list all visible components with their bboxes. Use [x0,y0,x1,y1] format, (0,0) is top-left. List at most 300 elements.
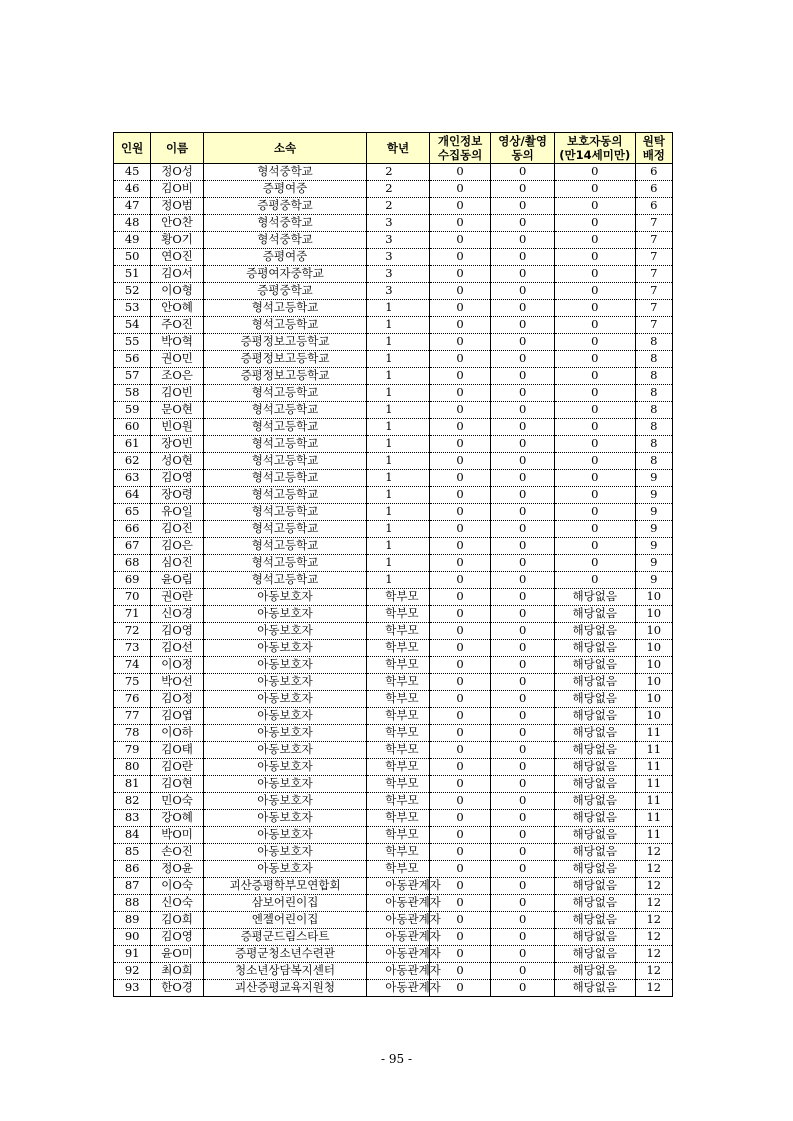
table-assignment-cell: 7 [635,249,672,266]
grade-cell: 1 [367,402,430,419]
guardian-consent-cell: 0 [554,538,635,555]
guardian-consent-cell: 0 [554,215,635,232]
video-consent-cell: 0 [491,538,555,555]
privacy-consent-cell: 0 [429,232,491,249]
guardian-consent-cell: 0 [554,419,635,436]
table-assignment-cell: 8 [635,436,672,453]
header-cell: 소속 [203,133,366,164]
table-row [114,402,673,419]
participant-table [113,132,673,997]
privacy-consent-cell: 0 [429,181,491,198]
name-cell: 김O빈 [151,385,203,402]
table-row [114,759,673,776]
name-cell: 문O현 [151,402,203,419]
name-cell: 이O정 [151,657,203,674]
affiliation-cell: 형석고등학교 [203,436,366,453]
affiliation-cell: 아동보호자 [203,793,366,810]
guardian-consent-cell: 해당없음 [554,725,635,742]
grade-cell: 1 [367,504,430,521]
name-cell: 권O란 [151,589,203,606]
guardian-consent-cell: 0 [554,181,635,198]
row-number-cell: 79 [114,742,151,759]
row-number-cell: 59 [114,402,151,419]
header-cell: 학년 [367,133,430,164]
guardian-consent-cell: 0 [554,504,635,521]
name-cell: 권O민 [151,351,203,368]
grade-cell: 학부모 [367,742,430,759]
video-consent-cell: 0 [491,283,555,300]
table-assignment-cell: 8 [635,402,672,419]
guardian-consent-cell: 해당없음 [554,759,635,776]
guardian-consent-cell: 0 [554,487,635,504]
table-row [114,963,673,980]
table-row [114,368,673,385]
name-cell: 성O현 [151,453,203,470]
name-cell: 장O령 [151,487,203,504]
table-row [114,861,673,878]
guardian-consent-cell: 0 [554,385,635,402]
grade-cell: 1 [367,572,430,589]
privacy-consent-cell: 0 [429,793,491,810]
header-cell: 보호자동의 (만14세미만) [554,133,635,164]
affiliation-cell: 형석고등학교 [203,538,366,555]
table-assignment-cell: 6 [635,181,672,198]
affiliation-cell: 증평군드림스타트 [203,929,366,946]
guardian-consent-cell: 0 [554,266,635,283]
table-row [114,436,673,453]
video-consent-cell: 0 [491,453,555,470]
grade-cell: 아동관계자 [367,929,430,946]
header-cell: 원탁 배정 [635,133,672,164]
affiliation-cell: 아동보호자 [203,674,366,691]
table-assignment-cell: 11 [635,776,672,793]
row-number-cell: 49 [114,232,151,249]
privacy-consent-cell: 0 [429,368,491,385]
guardian-consent-cell: 0 [554,368,635,385]
privacy-consent-cell: 0 [429,504,491,521]
grade-cell: 1 [367,351,430,368]
privacy-consent-cell: 0 [429,402,491,419]
table-assignment-cell: 9 [635,538,672,555]
guardian-consent-cell: 해당없음 [554,980,635,997]
grade-cell: 1 [367,453,430,470]
video-consent-cell: 0 [491,759,555,776]
grade-cell: 학부모 [367,657,430,674]
row-number-cell: 56 [114,351,151,368]
video-consent-cell: 0 [491,436,555,453]
row-number-cell: 61 [114,436,151,453]
table-row [114,640,673,657]
row-number-cell: 69 [114,572,151,589]
affiliation-cell: 아동보호자 [203,759,366,776]
grade-cell: 학부모 [367,606,430,623]
privacy-consent-cell: 0 [429,487,491,504]
name-cell: 김O희 [151,912,203,929]
guardian-consent-cell: 해당없음 [554,929,635,946]
guardian-consent-cell: 해당없음 [554,878,635,895]
name-cell: 김O정 [151,691,203,708]
affiliation-cell: 형석고등학교 [203,504,366,521]
row-number-cell: 53 [114,300,151,317]
grade-cell: 1 [367,300,430,317]
table-assignment-cell: 9 [635,521,672,538]
table-row [114,674,673,691]
row-number-cell: 93 [114,980,151,997]
video-consent-cell: 0 [491,810,555,827]
table-assignment-cell: 11 [635,742,672,759]
privacy-consent-cell: 0 [429,640,491,657]
name-cell: 김O현 [151,776,203,793]
name-cell: 김O진 [151,521,203,538]
affiliation-cell: 증평중학교 [203,198,366,215]
table-row [114,708,673,725]
row-number-cell: 65 [114,504,151,521]
affiliation-cell: 증평정보고등학교 [203,334,366,351]
video-consent-cell: 0 [491,895,555,912]
affiliation-cell: 아동보호자 [203,657,366,674]
video-consent-cell: 0 [491,963,555,980]
table-row [114,470,673,487]
row-number-cell: 60 [114,419,151,436]
grade-cell: 1 [367,470,430,487]
table-row [114,351,673,368]
row-number-cell: 87 [114,878,151,895]
grade-cell: 3 [367,215,430,232]
guardian-consent-cell: 해당없음 [554,691,635,708]
privacy-consent-cell: 0 [429,385,491,402]
privacy-consent-cell: 0 [429,300,491,317]
privacy-consent-cell: 0 [429,453,491,470]
table-assignment-cell: 11 [635,759,672,776]
video-consent-cell: 0 [491,946,555,963]
guardian-consent-cell: 0 [554,436,635,453]
grade-cell: 1 [367,368,430,385]
video-consent-cell: 0 [491,674,555,691]
table-assignment-cell: 10 [635,708,672,725]
row-number-cell: 66 [114,521,151,538]
video-consent-cell: 0 [491,589,555,606]
grade-cell: 학부모 [367,827,430,844]
table-row [114,572,673,589]
guardian-consent-cell: 0 [554,232,635,249]
privacy-consent-cell: 0 [429,589,491,606]
guardian-consent-cell: 0 [554,453,635,470]
affiliation-cell: 증평군청소년수련관 [203,946,366,963]
video-consent-cell: 0 [491,215,555,232]
affiliation-cell: 증평여중 [203,181,366,198]
name-cell: 안O혜 [151,300,203,317]
header-row [114,133,673,164]
guardian-consent-cell: 해당없음 [554,895,635,912]
row-number-cell: 90 [114,929,151,946]
video-consent-cell: 0 [491,708,555,725]
row-number-cell: 77 [114,708,151,725]
table-row [114,725,673,742]
table-assignment-cell: 11 [635,725,672,742]
name-cell: 김O비 [151,181,203,198]
video-consent-cell: 0 [491,572,555,589]
name-cell: 이O형 [151,283,203,300]
grade-cell: 3 [367,266,430,283]
privacy-consent-cell: 0 [429,929,491,946]
name-cell: 안O찬 [151,215,203,232]
guardian-consent-cell: 해당없음 [554,674,635,691]
privacy-consent-cell: 0 [429,164,491,181]
video-consent-cell: 0 [491,691,555,708]
table-row [114,793,673,810]
table-row [114,283,673,300]
guardian-consent-cell: 0 [554,317,635,334]
name-cell: 빈O원 [151,419,203,436]
privacy-consent-cell: 0 [429,657,491,674]
name-cell: 심O진 [151,555,203,572]
privacy-consent-cell: 0 [429,827,491,844]
privacy-consent-cell: 0 [429,861,491,878]
table-assignment-cell: 8 [635,368,672,385]
name-cell: 윤O림 [151,572,203,589]
privacy-consent-cell: 0 [429,249,491,266]
table-assignment-cell: 12 [635,912,672,929]
name-cell: 민O숙 [151,793,203,810]
affiliation-cell: 형석고등학교 [203,402,366,419]
table-assignment-cell: 9 [635,487,672,504]
row-number-cell: 58 [114,385,151,402]
guardian-consent-cell: 해당없음 [554,844,635,861]
guardian-consent-cell: 0 [554,249,635,266]
guardian-consent-cell: 0 [554,300,635,317]
row-number-cell: 76 [114,691,151,708]
table-row [114,538,673,555]
guardian-consent-cell: 0 [554,572,635,589]
video-consent-cell: 0 [491,181,555,198]
table-row [114,266,673,283]
video-consent-cell: 0 [491,504,555,521]
video-consent-cell: 0 [491,385,555,402]
grade-cell: 3 [367,232,430,249]
table-row [114,249,673,266]
header-cell: 이름 [151,133,203,164]
affiliation-cell: 형석고등학교 [203,300,366,317]
name-cell: 주O진 [151,317,203,334]
affiliation-cell: 형석중학교 [203,164,366,181]
table-assignment-cell: 8 [635,334,672,351]
name-cell: 정O성 [151,164,203,181]
affiliation-cell: 형석고등학교 [203,453,366,470]
video-consent-cell: 0 [491,521,555,538]
guardian-consent-cell: 해당없음 [554,742,635,759]
affiliation-cell: 형석고등학교 [203,317,366,334]
table-row [114,555,673,572]
name-cell: 이O하 [151,725,203,742]
privacy-consent-cell: 0 [429,691,491,708]
privacy-consent-cell: 0 [429,759,491,776]
privacy-consent-cell: 0 [429,419,491,436]
row-number-cell: 72 [114,623,151,640]
affiliation-cell: 괴산증평교육지원청 [203,980,366,997]
affiliation-cell: 아동보호자 [203,844,366,861]
video-consent-cell: 0 [491,844,555,861]
name-cell: 김O영 [151,929,203,946]
guardian-consent-cell: 해당없음 [554,793,635,810]
table-assignment-cell: 12 [635,878,672,895]
guardian-consent-cell: 0 [554,555,635,572]
guardian-consent-cell: 해당없음 [554,861,635,878]
grade-cell: 1 [367,538,430,555]
name-cell: 김O영 [151,623,203,640]
table-row [114,827,673,844]
row-number-cell: 67 [114,538,151,555]
row-number-cell: 54 [114,317,151,334]
grade-cell: 2 [367,198,430,215]
table-row [114,606,673,623]
name-cell: 한O경 [151,980,203,997]
grade-cell: 학부모 [367,623,430,640]
grade-cell: 학부모 [367,725,430,742]
table-assignment-cell: 12 [635,946,672,963]
row-number-cell: 91 [114,946,151,963]
video-consent-cell: 0 [491,623,555,640]
row-number-cell: 83 [114,810,151,827]
affiliation-cell: 삼보어린이집 [203,895,366,912]
table-row [114,691,673,708]
row-number-cell: 46 [114,181,151,198]
header-cell: 영상/촬영 동의 [491,133,555,164]
privacy-consent-cell: 0 [429,742,491,759]
video-consent-cell: 0 [491,912,555,929]
affiliation-cell: 아동보호자 [203,827,366,844]
video-consent-cell: 0 [491,487,555,504]
row-number-cell: 47 [114,198,151,215]
video-consent-cell: 0 [491,266,555,283]
privacy-consent-cell: 0 [429,538,491,555]
affiliation-cell: 형석고등학교 [203,470,366,487]
table-assignment-cell: 10 [635,657,672,674]
affiliation-cell: 형석중학교 [203,232,366,249]
table-row [114,334,673,351]
name-cell: 정O범 [151,198,203,215]
affiliation-cell: 아동보호자 [203,810,366,827]
privacy-consent-cell: 0 [429,776,491,793]
name-cell: 조O은 [151,368,203,385]
table-assignment-cell: 11 [635,827,672,844]
guardian-consent-cell: 해당없음 [554,640,635,657]
page-number: - 95 - [380,1052,412,1066]
grade-cell: 1 [367,521,430,538]
row-number-cell: 63 [114,470,151,487]
video-consent-cell: 0 [491,980,555,997]
grade-cell: 아동관계자 [367,895,430,912]
row-number-cell: 70 [114,589,151,606]
table-assignment-cell: 7 [635,300,672,317]
guardian-consent-cell: 0 [554,198,635,215]
name-cell: 김O은 [151,538,203,555]
affiliation-cell: 아동보호자 [203,606,366,623]
name-cell: 장O빈 [151,436,203,453]
video-consent-cell: 0 [491,164,555,181]
name-cell: 이O숙 [151,878,203,895]
row-number-cell: 92 [114,963,151,980]
video-consent-cell: 0 [491,657,555,674]
name-cell: 김O태 [151,742,203,759]
table-row [114,912,673,929]
video-consent-cell: 0 [491,351,555,368]
row-number-cell: 86 [114,861,151,878]
grade-cell: 학부모 [367,844,430,861]
video-consent-cell: 0 [491,725,555,742]
grade-cell: 1 [367,436,430,453]
table-assignment-cell: 7 [635,266,672,283]
privacy-consent-cell: 0 [429,708,491,725]
video-consent-cell: 0 [491,249,555,266]
name-cell: 유O일 [151,504,203,521]
grade-cell: 학부모 [367,691,430,708]
name-cell: 연O진 [151,249,203,266]
privacy-consent-cell: 0 [429,623,491,640]
guardian-consent-cell: 해당없음 [554,776,635,793]
privacy-consent-cell: 0 [429,521,491,538]
table-assignment-cell: 6 [635,164,672,181]
grade-cell: 아동관계자 [367,980,430,997]
row-number-cell: 84 [114,827,151,844]
table-row [114,164,673,181]
video-consent-cell: 0 [491,640,555,657]
name-cell: 신O경 [151,606,203,623]
table-assignment-cell: 12 [635,844,672,861]
privacy-consent-cell: 0 [429,317,491,334]
privacy-consent-cell: 0 [429,895,491,912]
privacy-consent-cell: 0 [429,266,491,283]
guardian-consent-cell: 해당없음 [554,708,635,725]
privacy-consent-cell: 0 [429,946,491,963]
name-cell: 김O영 [151,470,203,487]
table-assignment-cell: 8 [635,351,672,368]
name-cell: 정O윤 [151,861,203,878]
grade-cell: 3 [367,283,430,300]
video-consent-cell: 0 [491,300,555,317]
row-number-cell: 50 [114,249,151,266]
guardian-consent-cell: 0 [554,164,635,181]
grade-cell: 학부모 [367,861,430,878]
row-number-cell: 62 [114,453,151,470]
table-assignment-cell: 9 [635,572,672,589]
video-consent-cell: 0 [491,776,555,793]
name-cell: 손O진 [151,844,203,861]
grade-cell: 학부모 [367,759,430,776]
table-assignment-cell: 12 [635,963,672,980]
table-row [114,589,673,606]
table-assignment-cell: 12 [635,895,672,912]
table-assignment-cell: 10 [635,691,672,708]
affiliation-cell: 형석고등학교 [203,419,366,436]
row-number-cell: 71 [114,606,151,623]
video-consent-cell: 0 [491,317,555,334]
guardian-consent-cell: 0 [554,351,635,368]
guardian-consent-cell: 해당없음 [554,810,635,827]
table-row [114,878,673,895]
video-consent-cell: 0 [491,878,555,895]
privacy-consent-cell: 0 [429,810,491,827]
video-consent-cell: 0 [491,861,555,878]
guardian-consent-cell: 해당없음 [554,657,635,674]
privacy-consent-cell: 0 [429,606,491,623]
name-cell: 김O선 [151,640,203,657]
row-number-cell: 74 [114,657,151,674]
affiliation-cell: 청소년상담복지센터 [203,963,366,980]
row-number-cell: 57 [114,368,151,385]
table-row [114,946,673,963]
table-assignment-cell: 7 [635,283,672,300]
name-cell: 강O혜 [151,810,203,827]
